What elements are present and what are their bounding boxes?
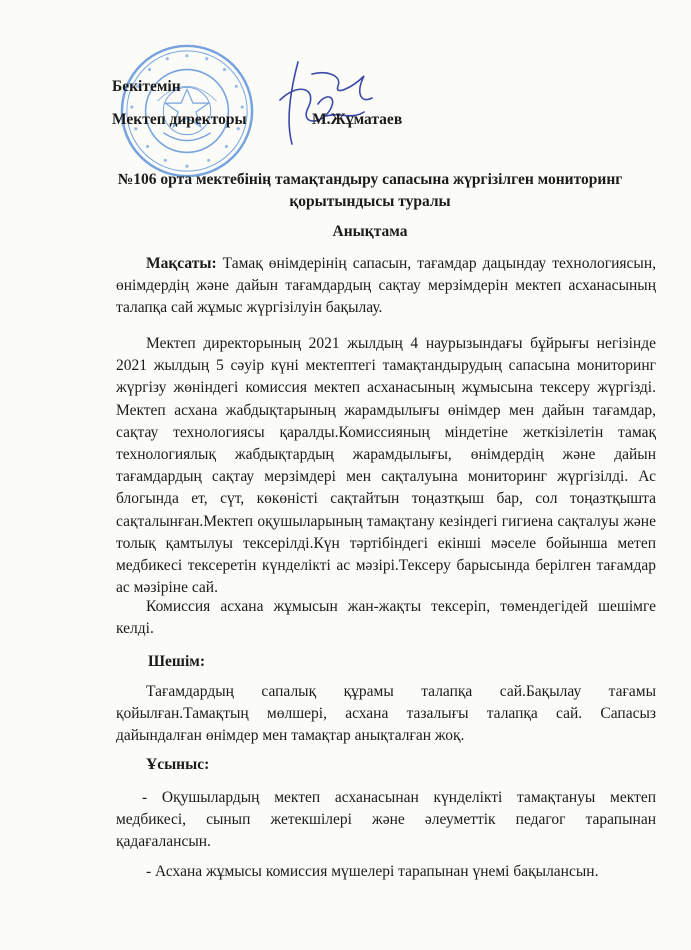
proposal-item: - Асхана жұмысы комиссия мүшелері тарапынан үнемі бақылансын. (146, 863, 599, 880)
proposal-item: - Оқушылардың мектеп асханасынан күнделікті тамақтануы мектеп медбикесі, сынып жетекшілері және әлеуметтік педагог тарапынан қадағалансын. (116, 789, 656, 851)
document-subtitle: Анықтама (332, 223, 408, 240)
purpose-paragraph (116, 253, 656, 320)
purpose-text: Тамақ өнімдерінің сапасын, тағамдар дацындау технологиясын, өнімдердің және дайын тағамдардың сақтау мерзімдерін мектеп асханасының талапқа сай жұмыс жүргізілуін бақылау. (116, 255, 656, 317)
body-paragraph: Мектеп директорының 2021 жылдың 4 наурызындағы бұйрығы негізінде 2021 жылдың 5 сәуір күні мектептегі тамақтандырудың сапасына мониторинг жүргізу жөніндегі комиссия мектеп асханасының жұмысына тексеру жүргізді. Мектеп асхана жабдықтарының жарамдылығы өнімдер мен дайын тағамдар, сақтау технологиясы қаралды.Комиссияның міндетіне жеткізілетін тамақ технологиялық жабдықтардың жарамдылығы, өнімдердің және дайын тағамдардың сақтау мерзімдері мен сақталуына мониторинг жүргізілді. Ас блогында ет, сүт, көкөністі сақтайтын тоңазтқыш бар, сол тоңазтқышта сақталынған.Мектеп оқушыларының тамақтану кезіндегі гигиена сақталуы және толық қамтылуы тексерілді.Күн тәртібіндегі екінші мәселе бойынша метеп медбикесі тексеретін күнделікті ас мәзірі.Тексеру барысында берілген тағамдар ас мәзіріне сай. (116, 335, 656, 597)
document-title: №106 орта мектебінің тамақтандыру сапасына жүргізілген мониторинг қорытындысы туралы (117, 171, 623, 210)
approval-label: Бекітемін (112, 78, 181, 95)
decision-heading: Шешім: (148, 653, 206, 670)
director-signature (268, 52, 378, 152)
proposal-heading: Ұсыныс: (146, 756, 210, 773)
decision-paragraph: Тағамдардың сапалық құрамы талапқа сай.Бақылау тағамы қойылған.Тамақтың мөлшері, асхана тазалығы талапқа сай. Сапасыз дайындалған өнімдер мен тамақтар анықталған жоқ. (116, 683, 656, 745)
director-title: Мектеп директоры (112, 111, 247, 128)
commission-paragraph: Комиссия асхана жұмысын жан-жақты тексеріп, төмендегідей шешімге келді. (116, 598, 656, 638)
director-name: М.Жұматаев (312, 111, 403, 128)
purpose-label: Мақсаты: (146, 255, 217, 272)
